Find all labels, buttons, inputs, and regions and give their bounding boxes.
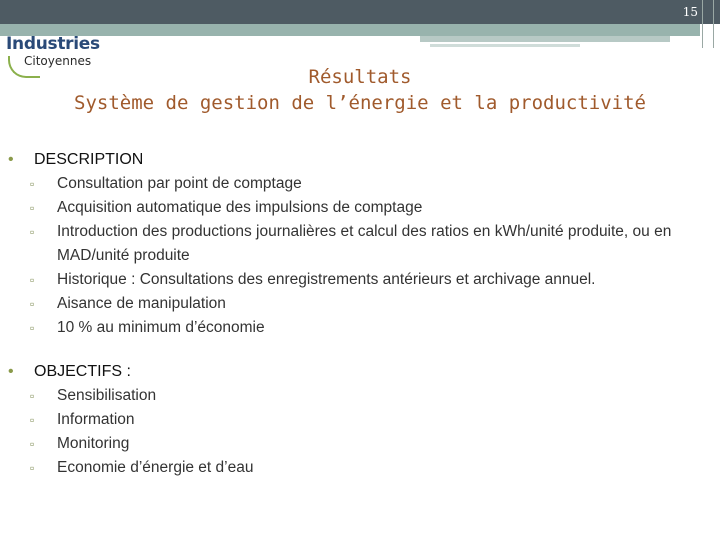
square-bullet-icon: ▫ [30, 273, 35, 287]
list-item: ▫ 10 % au minimum d’économie [8, 316, 698, 340]
bullet-icon: • [8, 363, 14, 380]
section-objectifs [8, 360, 698, 480]
square-bullet-icon: ▫ [30, 437, 35, 451]
list-item: ▫ Historique : Consultations des enregistrements antérieurs et archivage annuel. [8, 268, 698, 292]
list-item: ▫ Consultation par point de comptage [8, 172, 698, 196]
square-bullet-icon: ▫ [30, 297, 35, 311]
list-item: ▫ Economie d’énergie et d’eau [8, 456, 698, 480]
square-bullet-icon: ▫ [30, 201, 35, 215]
list-item: ▫ Sensibilisation [8, 384, 698, 408]
section-description [8, 148, 698, 340]
accent-band-tertiary [430, 44, 580, 47]
section-heading-text: DESCRIPTION [34, 151, 144, 168]
objectifs-list [8, 384, 698, 480]
slide-title [0, 64, 720, 116]
section-heading [8, 360, 698, 384]
section-heading [8, 148, 698, 172]
list-item: ▫ Monitoring [8, 432, 698, 456]
section-heading-text: OBJECTIFS : [34, 363, 131, 380]
square-bullet-icon: ▫ [30, 177, 35, 191]
bullet-icon: • [8, 151, 14, 168]
list-item: ▫ Acquisition automatique des impulsions de comptage [8, 196, 698, 220]
title-line-1: Résultats [308, 66, 412, 88]
logo-text-citoyennes: Citoyennes [24, 54, 92, 68]
list-item: ▫ Introduction des productions journalières et calcul des ratios en kWh/unité produite, ou en MAD/unité produite [8, 220, 698, 268]
list-item: ▫ Information [8, 408, 698, 432]
list-item: ▫ Aisance de manipulation [8, 292, 698, 316]
accent-band [0, 24, 700, 36]
page-number: 15 [682, 5, 698, 19]
square-bullet-icon: ▫ [30, 461, 35, 475]
title-line-2: Système de gestion de l’énergie et la productivité [74, 92, 646, 114]
description-list [8, 172, 698, 340]
section-gap [8, 340, 698, 360]
top-bar [0, 0, 720, 24]
slide-content [8, 148, 698, 480]
logo-text-industries: Industries [6, 34, 100, 54]
accent-band-secondary [420, 36, 670, 42]
square-bullet-icon: ▫ [30, 413, 35, 427]
square-bullet-icon: ▫ [30, 321, 35, 335]
decorative-lines [702, 0, 714, 48]
square-bullet-icon: ▫ [30, 225, 35, 239]
square-bullet-icon: ▫ [30, 389, 35, 403]
